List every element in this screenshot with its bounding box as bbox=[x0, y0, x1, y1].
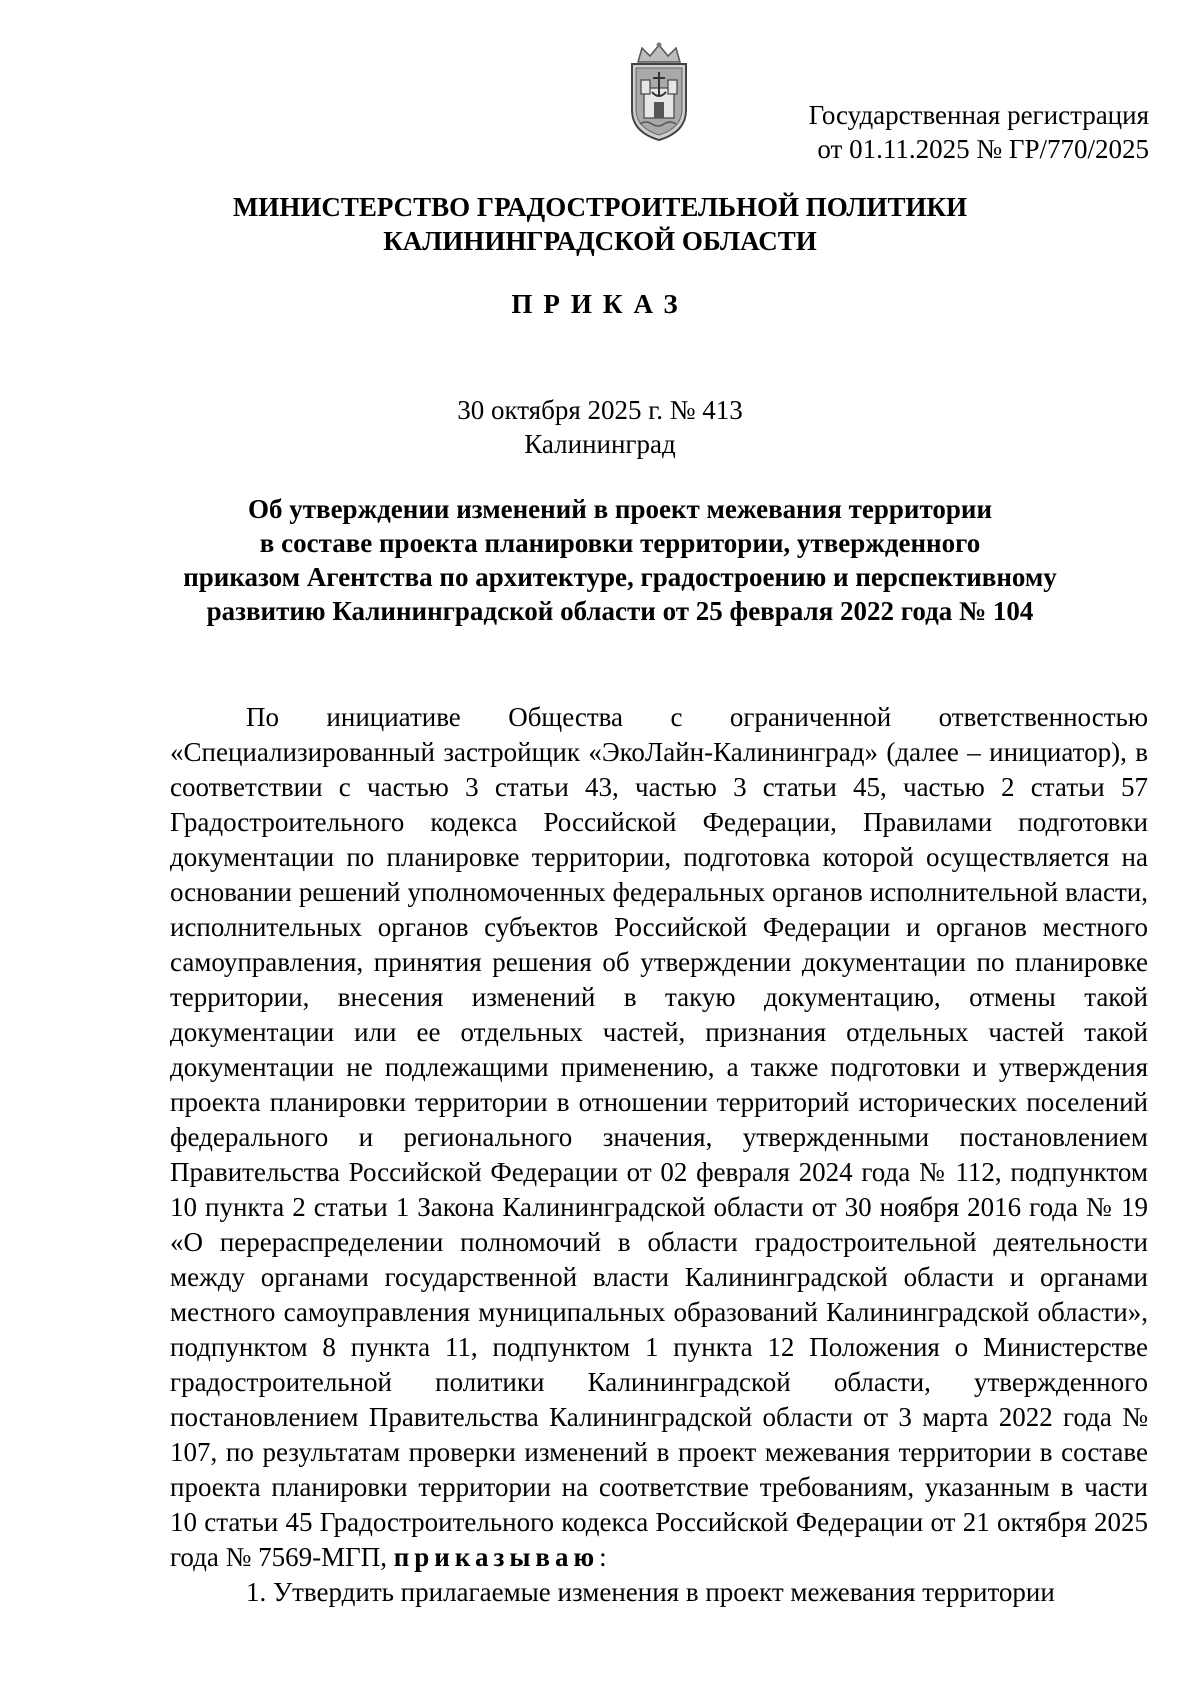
registration-stamp bbox=[729, 98, 1149, 166]
ministry-name-line1: МИНИСТЕРСТВО ГРАДОСТРОИТЕЛЬНОЙ ПОЛИТИКИ bbox=[232, 192, 968, 222]
order-date-number: 30 октября 2025 г. № 413 bbox=[457, 395, 743, 425]
ministry-heading bbox=[0, 190, 1200, 258]
subject-line1: Об утверждении изменений в проект межевания территории bbox=[247, 494, 993, 524]
preamble-text: По инициативе Общества с ограниченной ответственностью «Специализированный застройщик «ЭкоЛайн-Калининград» (далее – инициатор), в соответствии с частью 3 статьи 43, частью 3 статьи 45, частью 2 статьи 57 Градостроительного кодекса Российской Федерации, Правилами подготовки документации по планировке территории, подготовка которой осуществляется на основании решений уполномоченных федеральных органов исполнительной власти, исполнительных органов субъектов Российской Федерации и органов местного самоуправления, принятия решения об утверждении документации по планировке территории, внесения изменений в такую документацию, отмены такой документации или ее отдельных частей, признания отдельных частей такой документации не подлежащими применению, а также подготовки и утверждения проекта планировки территории в отношении территорий исторических поселений федерального и регионального значения, утвержденными постановлением Правительства Российской Федерации от 02 февраля 2024 года № 112, подпунктом 10 пункта 2 статьи 1 Закона Калининградской области от 30 ноября 2016 года № 19 «О перераспределении полномочий в области градостроительной деятельности между органами государственной власти Калининградской области и органами местного самоуправления муниципальных образований Калининградской области», подпунктом 8 пункта 11, подпунктом 1 пункта 12 Положения о Министерстве градостроительной политики Калининградской области, утвержденного постановлением Правительства Калининградской области от 3 марта 2022 года № 107, по результатам проверки изменений в проект межевания территории в составе проекта планировки территории на соответствие требованиям, указанным в части 10 статьи 45 Градостроительного кодекса Российской Федерации от 21 октября 2025 года № 7569-МГП, bbox=[170, 702, 1148, 1572]
subject-line3: приказом Агентства по архитектуре, градостроению и перспективному bbox=[183, 562, 1057, 592]
clause-1: 1. Утвердить прилагаемые изменения в проект межевания территории bbox=[246, 1577, 1055, 1607]
registration-label: Государственная регистрация bbox=[808, 100, 1149, 130]
order-subject bbox=[170, 492, 1070, 628]
subject-line2: в составе проекта планировки территории, утвержденного bbox=[259, 528, 981, 558]
order-city: Калининград bbox=[524, 429, 676, 459]
subject-line4: развитию Калининградской области от 25 февраля 2022 года № 104 bbox=[206, 596, 1034, 626]
coat-of-arms-icon bbox=[620, 42, 698, 142]
order-body bbox=[170, 700, 1148, 1610]
preamble-paragraph bbox=[170, 700, 1148, 1575]
registration-number: от 01.11.2025 № ГР/770/2025 bbox=[817, 134, 1149, 164]
decision-word: приказываю bbox=[393, 1542, 600, 1572]
ministry-name-line2: КАЛИНИНГРАДСКОЙ ОБЛАСТИ bbox=[383, 226, 817, 256]
order-details bbox=[0, 393, 1200, 461]
preamble-end: : bbox=[599, 1542, 607, 1572]
document-type-title: ПРИКАЗ bbox=[511, 289, 689, 319]
